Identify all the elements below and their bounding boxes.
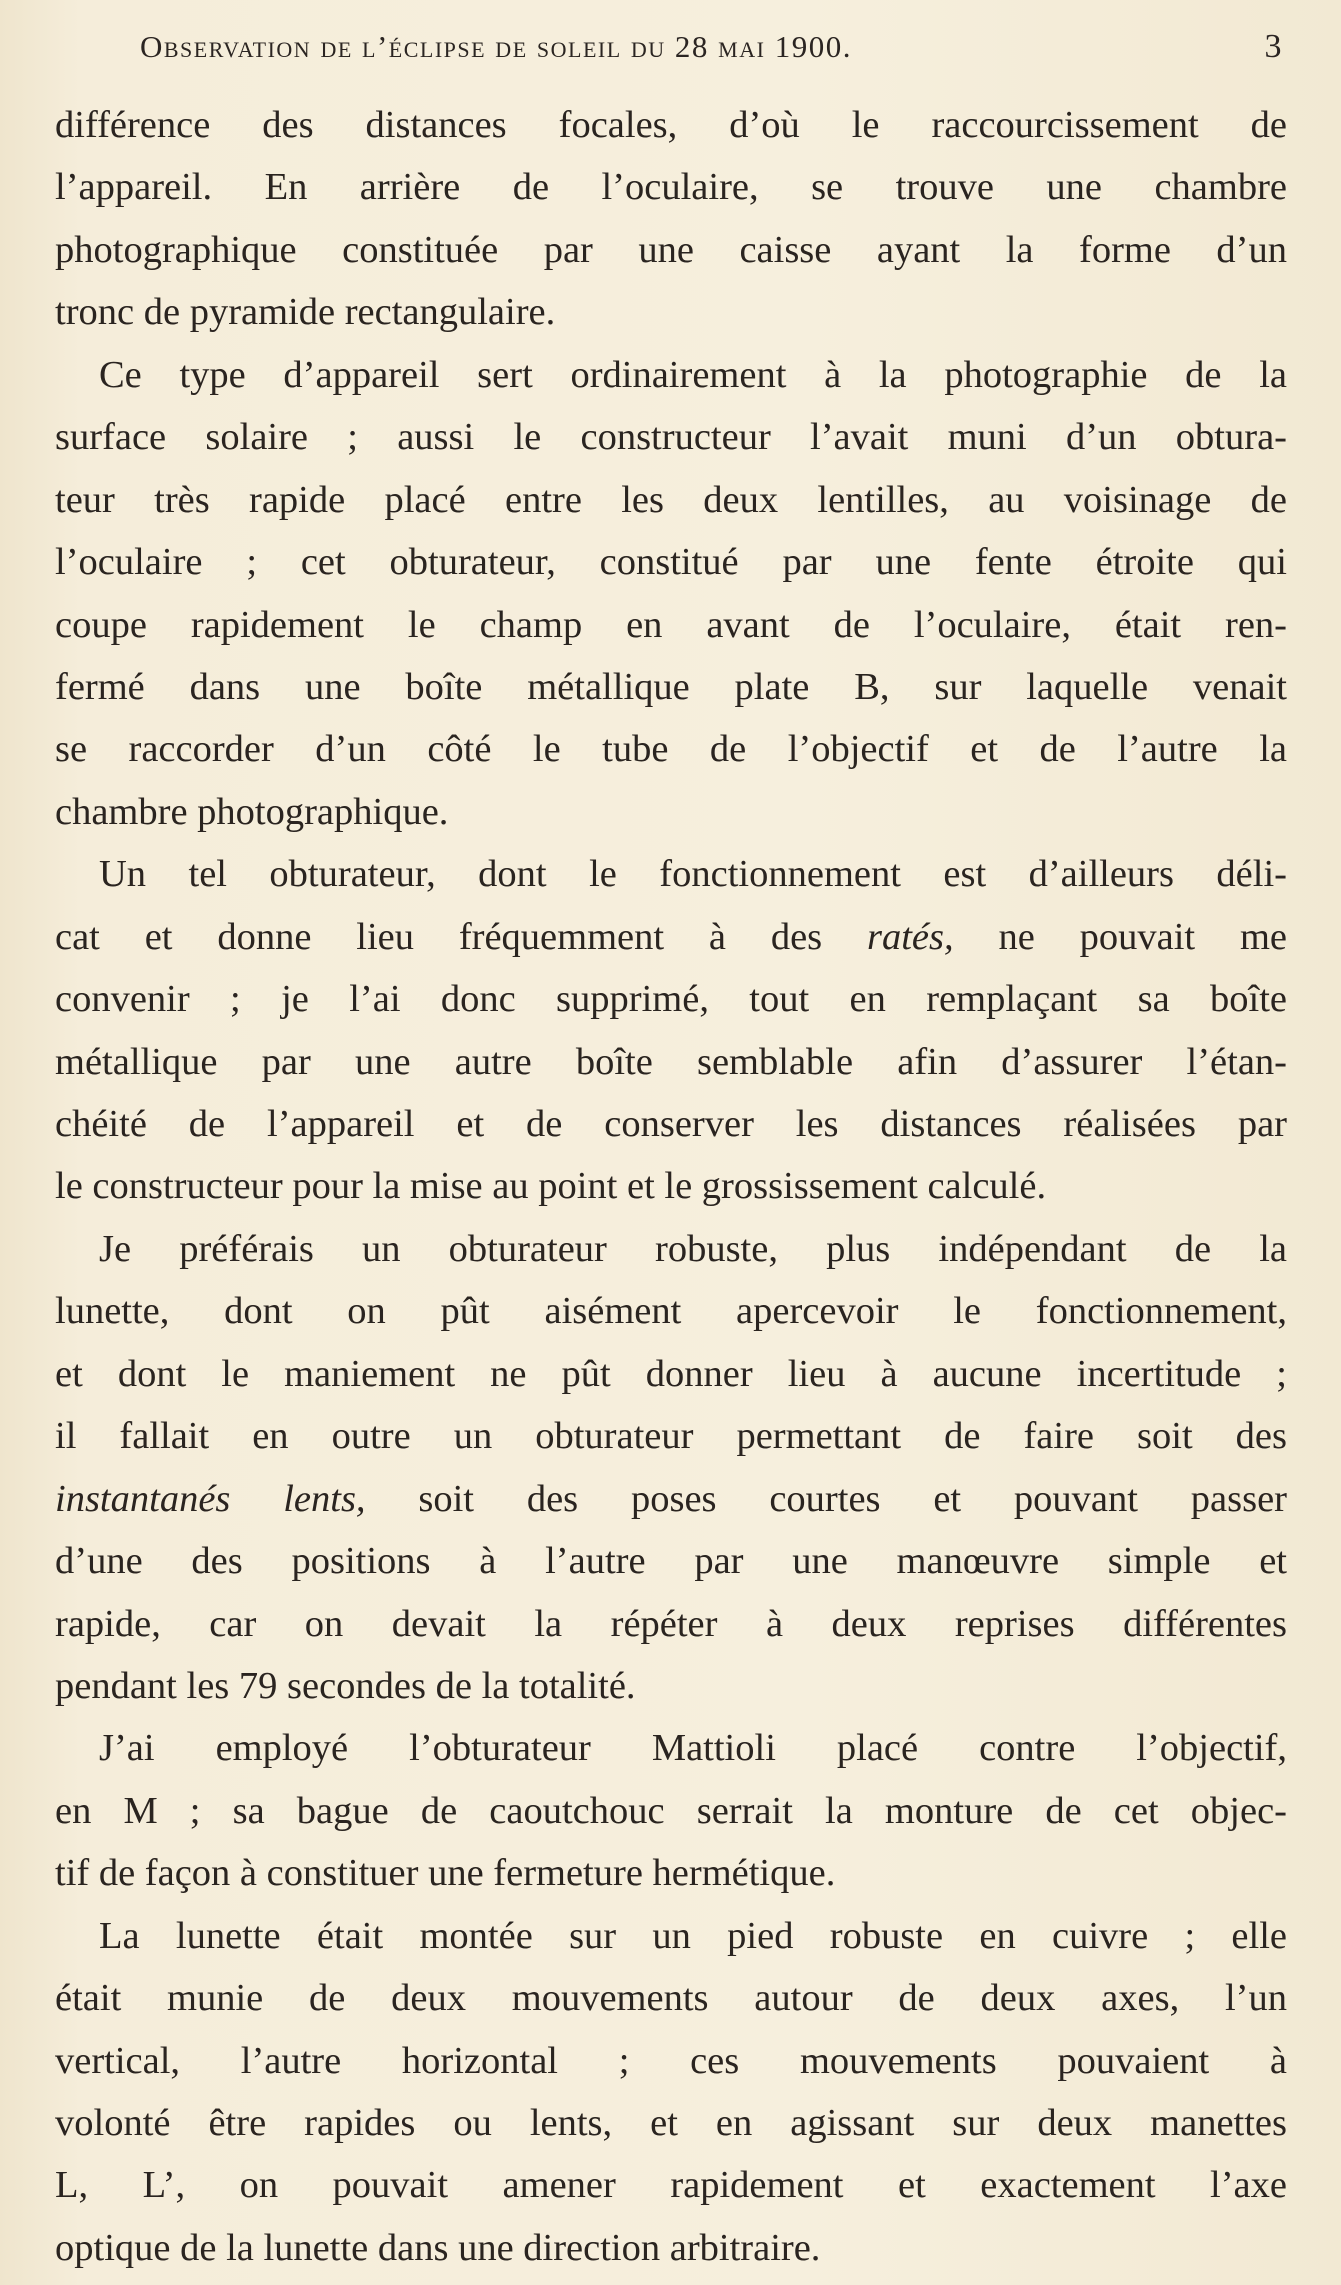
italic-term: ratés,	[867, 915, 954, 958]
text-line: pendant les 79 secondes de la totalité.	[55, 1664, 636, 1707]
text-line: tronc de pyramide rectangulaire.	[55, 291, 556, 334]
running-head	[140, 28, 1283, 72]
paragraph	[55, 1218, 1287, 1718]
text-line: chambre photographique.	[55, 790, 449, 833]
paragraph	[55, 843, 1287, 1218]
text-line: rapide, car on devait la répéter à deux reprises différentes	[55, 1602, 1287, 1645]
text-line: J’ai employé l’obturateur Mattioli placé contre l’objectif,	[99, 1727, 1287, 1770]
text-line: tif de façon à constituer une fermeture hermétique.	[55, 1852, 836, 1895]
text-line: il fallait en outre un obturateur permettant de faire soit des	[55, 1415, 1287, 1458]
text-segment: soit des poses courtes et pouvant passer	[365, 1477, 1287, 1520]
text-line: surface solaire ; aussi le constructeur l’avait muni d’un obtura-	[55, 416, 1287, 459]
text-line: et dont le maniement ne pût donner lieu à aucune incertitude ;	[55, 1352, 1287, 1395]
page-number: 3	[1264, 28, 1283, 65]
text-line: coupe rapidement le champ en avant de l’oculaire, était ren-	[55, 603, 1287, 646]
text-line: l’oculaire ; cet obturateur, constitué par une fente étroite qui	[55, 541, 1287, 584]
text-line: chéité de l’appareil et de conserver les distances réalisées par	[55, 1103, 1287, 1145]
body-text	[55, 94, 1287, 2279]
text-line: fermé dans une boîte métallique plate B, sur laquelle venait	[55, 665, 1287, 708]
text-line	[55, 1468, 1287, 1530]
text-line: optique de la lunette dans une direction arbitraire.	[55, 2226, 821, 2269]
text-line: lunette, dont on pût aisément apercevoir le fonctionnement,	[55, 1290, 1287, 1333]
text-line: La lunette était montée sur un pied robuste en cuivre ; elle	[99, 1914, 1287, 1957]
text-line: vertical, l’autre horizontal ; ces mouvements pouvaient à	[55, 2039, 1287, 2082]
text-line: photographique constituée par une caisse ayant la forme d’un	[55, 228, 1287, 271]
text-line: le constructeur pour la mise au point et le grossissement calculé.	[55, 1165, 1047, 1208]
text-line: Ce type d’appareil sert ordinairement à la photographie de la	[99, 353, 1287, 396]
text-line: Je préférais un obturateur robuste, plus indépendant de la	[99, 1227, 1287, 1270]
text-line: métallique par une autre boîte semblable afin d’assurer l’étan-	[55, 1040, 1287, 1083]
text-line: différence des distances focales, d’où le raccourcissement de	[55, 104, 1287, 146]
text-line: teur très rapide placé entre les deux lentilles, au voisinage de	[55, 478, 1287, 521]
text-line: L, L’, on pouvait amener rapidement et exactement l’axe	[55, 2164, 1287, 2207]
text-segment: cat et donne lieu fréquemment à des	[55, 915, 867, 958]
text-line: l’appareil. En arrière de l’oculaire, se trouve une chambre	[55, 166, 1287, 209]
text-line: convenir ; je l’ai donc supprimé, tout en remplaçant sa boîte	[55, 978, 1287, 1021]
text-line: était munie de deux mouvements autour de deux axes, l’un	[55, 1977, 1287, 2020]
text-line	[55, 906, 1287, 968]
text-line: volonté être rapides ou lents, et en agissant sur deux manettes	[55, 2102, 1287, 2144]
paragraph	[55, 94, 1287, 344]
italic-term: instantanés lents,	[55, 1477, 366, 1520]
text-line: d’une des positions à l’autre par une manœuvre simple et	[55, 1540, 1287, 1583]
text-line: Un tel obturateur, dont le fonctionnement est d’ailleurs déli-	[99, 853, 1287, 896]
text-segment: ne pouvait me	[953, 915, 1287, 958]
paragraph	[55, 1905, 1287, 2280]
paragraph	[55, 1717, 1287, 1904]
text-line: se raccorder d’un côté le tube de l’objectif et de l’autre la	[55, 728, 1287, 771]
paragraph	[55, 344, 1287, 844]
text-line: en M ; sa bague de caoutchouc serrait la monture de cet objec-	[55, 1789, 1287, 1832]
running-head-title: Observation de l’éclipse de soleil du 28 mai 1900.	[140, 29, 852, 64]
